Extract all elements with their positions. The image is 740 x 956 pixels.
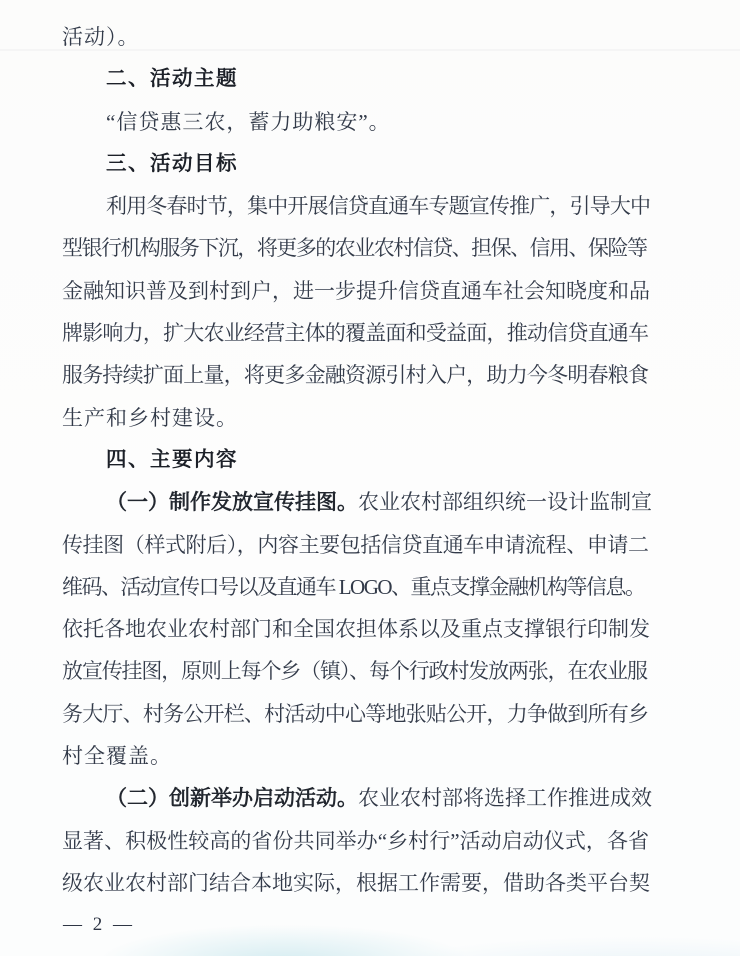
section-heading xyxy=(62,58,678,100)
text-line xyxy=(62,354,678,396)
line-text: 型银行机构服务下沉，将更多的农业农村信贷、担保、信用、保险等 xyxy=(62,236,647,261)
text-line xyxy=(62,270,678,312)
line-text: 四、主要内容 xyxy=(106,447,238,471)
line-text: 牌影响力，扩大农业经营主体的覆盖面和受益面，推动信贷直通车 xyxy=(62,321,649,346)
text-line xyxy=(62,820,678,862)
line-text: 依托各地农业农村部门和全国农担体系以及重点支撑银行印制发 xyxy=(62,617,650,642)
line-text: 放宣传挂图，原则上每个乡（镇）、每个行政村发放两张，在农业服 xyxy=(62,659,647,684)
text-line xyxy=(62,777,678,819)
text-line xyxy=(62,397,678,439)
text-line xyxy=(62,566,678,608)
section-heading xyxy=(62,143,678,185)
line-text: 传挂图（样式附后），内容主要包括信贷直通车申请流程、申请二 xyxy=(62,532,649,557)
text-line xyxy=(62,16,678,58)
section-heading xyxy=(62,439,678,481)
text-line xyxy=(62,312,678,354)
line-text: 农业农村部将选择工作推进成效 xyxy=(358,786,652,811)
line-text: 活动）。 xyxy=(62,25,140,49)
line-text: 服务持续扩面上量，将更多金融资源引村入户，助力今冬明春粮食 xyxy=(62,363,649,388)
line-text: 生产和乡村建设。 xyxy=(62,405,238,430)
text-line xyxy=(62,693,678,735)
line-text: “信贷惠三农，蓄力助粮安”。 xyxy=(106,109,391,134)
text-line xyxy=(62,862,678,904)
line-text: 级农业农村部门结合本地实际，根据工作需要，借助各类平台契 xyxy=(62,870,650,895)
paragraph-lead-bold: （一）制作发放宣传挂图。 xyxy=(106,490,358,515)
text-line xyxy=(62,650,678,692)
line-text: 金融知识普及到村到户，进一步提升信贷直通车社会知晓度和品 xyxy=(62,278,650,303)
text-line xyxy=(62,227,678,269)
line-text: 维码、活动宣传口号以及直通车 LOGO、重点支撑金融机构等信息。 xyxy=(62,574,645,599)
document-body xyxy=(62,16,678,904)
text-line xyxy=(62,608,678,650)
line-text: 利用冬春时节，集中开展信贷直通车专题宣传推广，引导大中 xyxy=(106,194,651,219)
text-line xyxy=(62,735,678,777)
page-number: — 2 — xyxy=(63,914,135,935)
text-line xyxy=(62,524,678,566)
line-text: 显著、积极性较高的省份共同举办“乡村行”活动启动仪式，各省 xyxy=(62,828,650,853)
line-text: 三、活动目标 xyxy=(106,151,238,175)
line-text: 农业农村部组织统一设计监制宣 xyxy=(358,490,652,515)
line-text: 二、活动主题 xyxy=(106,67,238,91)
text-line xyxy=(62,185,678,227)
text-line xyxy=(62,481,678,523)
text-line xyxy=(62,101,678,143)
line-text: 务大厅、村务公开栏、村活动中心等地张贴公开，力争做到所有乡 xyxy=(62,701,649,726)
line-text: 村全覆盖。 xyxy=(62,744,172,769)
paragraph-lead-bold: （二）创新举办启动活动。 xyxy=(106,786,358,811)
